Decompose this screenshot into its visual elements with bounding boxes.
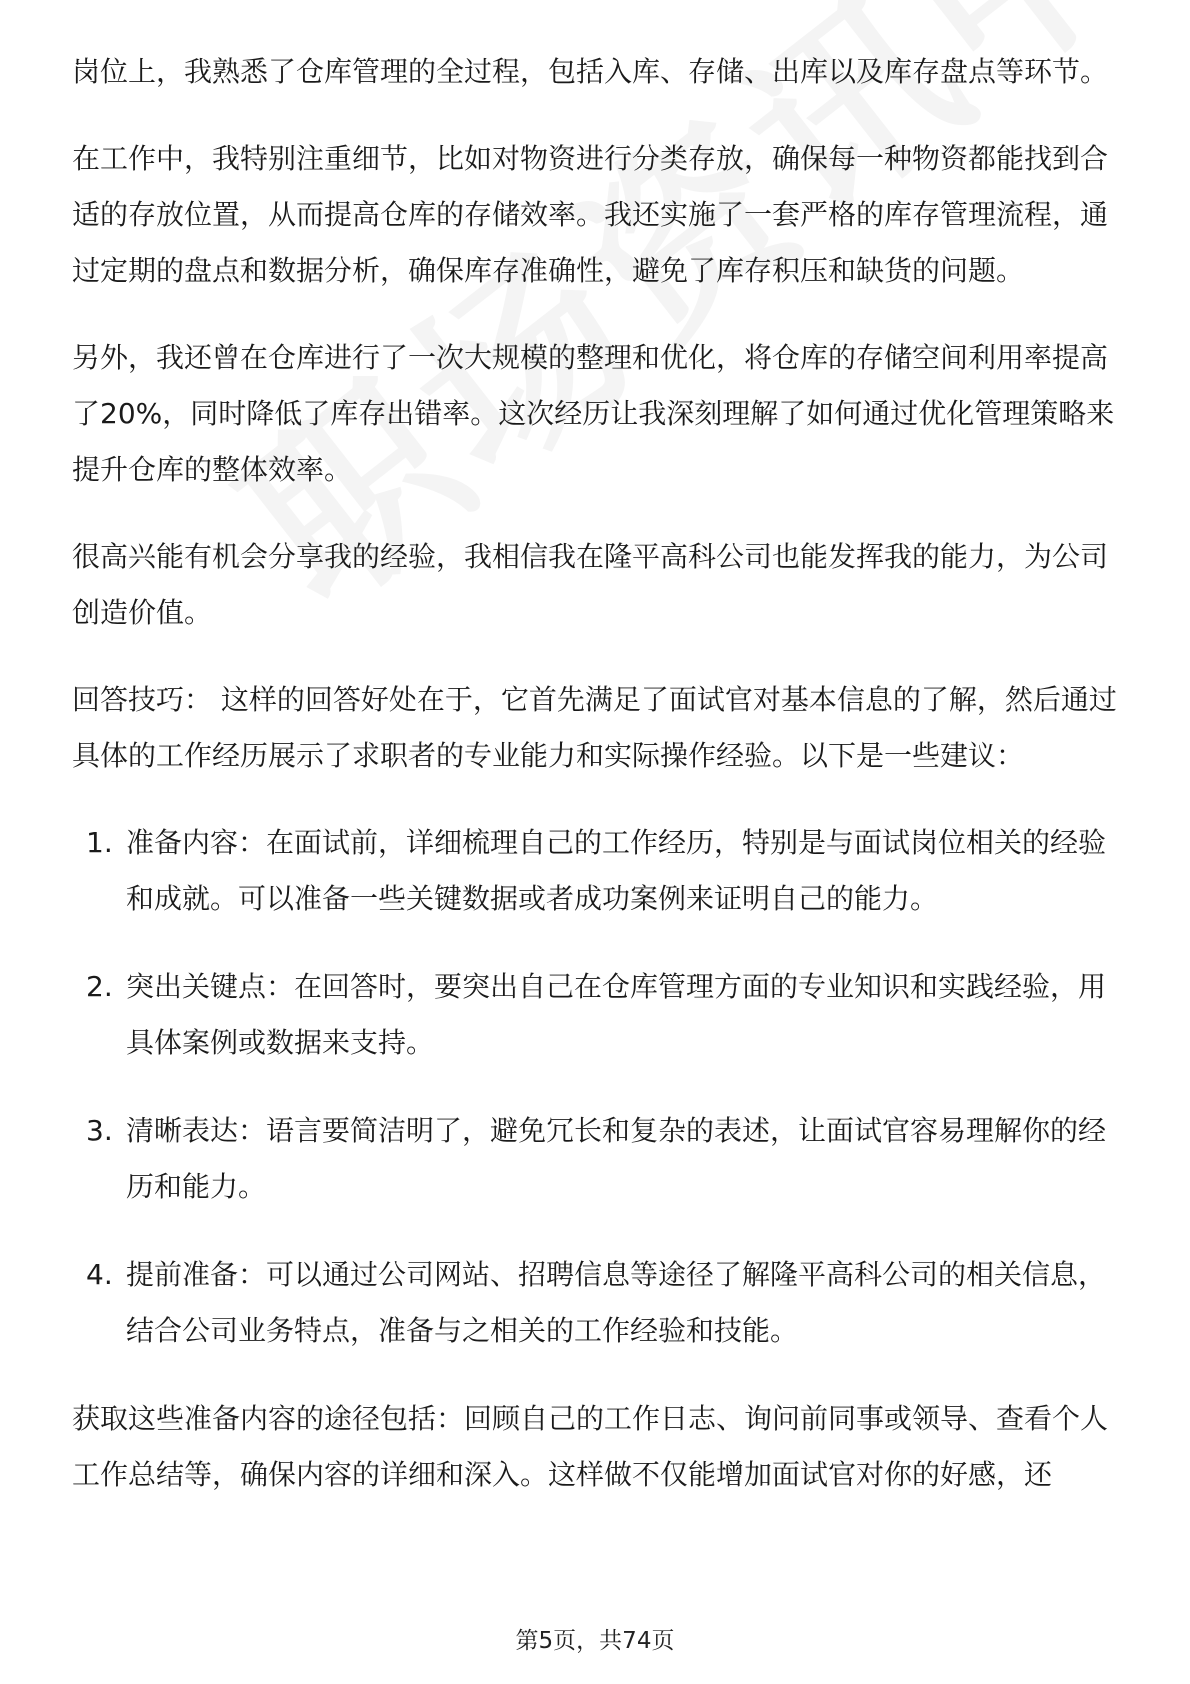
paragraph-closing-statement: 很高兴能有机会分享我的经验，我相信我在隆平高科公司也能发挥我的能力，为公司创造价值。 (72, 540, 1109, 629)
list-item (72, 959, 1130, 1071)
list-item-number: 1. (86, 826, 113, 859)
tips-list (72, 815, 1130, 1359)
paragraph-work-details: 在工作中，我特别注重细节，比如对物资进行分类存放，确保每一种物资都能找到合适的存放位置，从而提高仓库的存储效率。我还实施了一套严格的库存管理流程，通过定期的盘点和数据分析，确保库存准确性，避免了库存积压和缺货的问题。 (72, 142, 1109, 287)
list-item-text: 清晰表达：语言要简洁明了，避免冗长和复杂的表述，让面试官容易理解你的经历和能力。 (126, 1114, 1107, 1203)
list-item (72, 1103, 1130, 1215)
page-number-footer: 第5页，共74页 (515, 1628, 675, 1654)
paragraph-intro-continuation: 岗位上，我熟悉了仓库管理的全过程，包括入库、存储、出库以及库存盘点等环节。 (72, 55, 1109, 88)
list-item (72, 815, 1130, 927)
list-item-text: 准备内容：在面试前，详细梳理自己的工作经历，特别是与面试岗位相关的经验和成就。可以准备一些关键数据或者成功案例来证明自己的能力。 (126, 826, 1107, 915)
paragraph-answer-tips: 回答技巧： 这样的回答好处在于，它首先满足了面试官对基本信息的了解，然后通过具体的工作经历展示了求职者的专业能力和实际操作经验。以下是一些建议： (72, 683, 1117, 772)
paragraph-sources: 获取这些准备内容的途径包括：回顾自己的工作日志、询问前同事或领导、查看个人工作总结等，确保内容的详细和深入。这样做不仅能增加面试官对你的好感，还 (72, 1402, 1109, 1491)
list-item-number: 2. (86, 970, 113, 1003)
list-item-text: 突出关键点：在回答时，要突出自己在仓库管理方面的专业知识和实践经验，用具体案例或数据来支持。 (126, 970, 1107, 1059)
list-item (72, 1247, 1130, 1359)
paragraph-optimization: 另外，我还曾在仓库进行了一次大规模的整理和优化，将仓库的存储空间利用率提高了20%，同时降低了库存出错率。这次经历让我深刻理解了如何通过优化管理策略来提升仓库的整体效率。 (72, 341, 1115, 486)
list-item-text: 提前准备：可以通过公司网站、招聘信息等途径了解隆平高科公司的相关信息，结合公司业务特点，准备与之相关的工作经验和技能。 (126, 1258, 1107, 1347)
document-body (72, 44, 1130, 1534)
list-item-number: 3. (86, 1114, 113, 1147)
list-item-number: 4. (86, 1258, 113, 1291)
